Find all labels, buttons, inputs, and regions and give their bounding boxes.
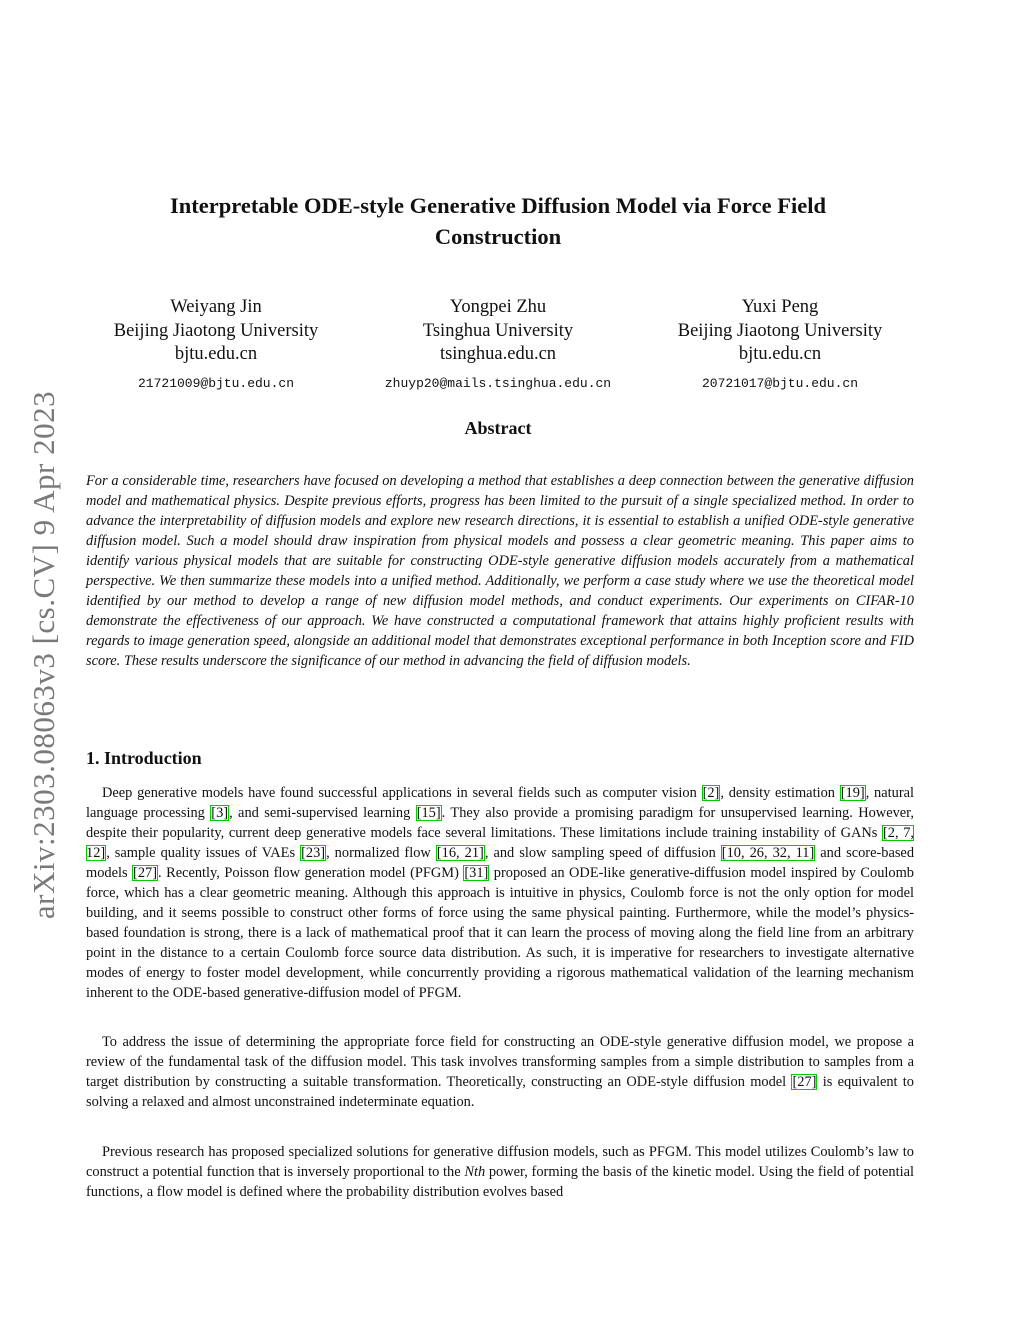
abstract-heading: Abstract <box>464 418 532 438</box>
author-domain: bjtu.edu.cn <box>738 344 822 364</box>
text-run: Previous research has proposed specialized solutions for generative diffusion models, such as PFGM. This model utilizes Coulomb’s law to construct a potential function that is inversely proportional to the <box>86 1144 914 1180</box>
text-run: and score-based models <box>86 845 915 881</box>
citation-link[interactable]: [27] <box>133 865 158 881</box>
author-email: 20721017@bjtu.edu.cn <box>701 375 859 391</box>
text-run: , normalized flow <box>326 845 436 861</box>
text-run: proposed an ODE-like generative-diffusion model inspired by Coulomb force, which has a clear geometric meaning. Although this approach is intuitive in physics, Coulomb force is not the only option for model building, and it seems possible to construct other forms of force using the same physical painting. Furthermore, while the model’s physics-based foundation is strong, there is a lack of mathematical proof that it can learn the process of moving along the field line from an arbitrary point in the distance to a certain Coulomb force source data distribution. As such, it is imperative for researchers to investigate alternative modes of energy to foster model development, while concurrently providing a rigorous mathematical validation of the learning mechanism inherent to the ODE-based generative-diffusion model of PFGM. <box>86 865 915 1001</box>
title-line-1: Interpretable ODE-style Generative Diffusion Model via Force Field <box>170 193 826 218</box>
author-name: Yongpei Zhu <box>449 297 547 317</box>
author-email: 21721009@bjtu.edu.cn <box>137 375 295 391</box>
citation-link[interactable]: [2] <box>702 785 720 801</box>
citation-link[interactable]: [31] <box>464 865 489 881</box>
author-domain: tsinghua.edu.cn <box>439 344 557 364</box>
text-run: power, forming the basis of the kinetic model. Using the field of potential functions, a flow model is defined where the probability distribution evolves based <box>86 1164 914 1200</box>
citation-link[interactable]: [27] <box>792 1074 817 1090</box>
abstract-body: For a considerable time, researchers have focused on developing a method that establishes a deep connection between the generative diffusion model and mathematical physics. Despite previous efforts, progress has been limited to the pursuit of a single specialized method. In order to advance the interpretability of diffusion models and explore new research directions, it is essential to establish a unified ODE-style generative diffusion model. Such a model should draw inspiration from physical models and possess a clear geometric meaning. This paper aims to identify various physical models that are suitable for constructing ODE-style generative diffusion models accurately from a mathematical perspective. We then summarize these models into a unified method. Additionally, we perform a case study where we use the theoretical model identified by our method to develop a range of new diffusion model methods, and conduct experiments. Our experiments on CIFAR-10 demonstrate the effectiveness of our approach. We have constructed a computational framework that attains highly proficient results with regards to image generation speed, alongside an additional model that demonstrates exceptional performance in both Inception score and FID score. These results underscore the significance of our method in advancing the field of diffusion models. <box>86 473 914 669</box>
citation-link[interactable]: [16, 21] <box>436 845 484 861</box>
paper-title <box>96 190 900 252</box>
text-run: . Recently, Poisson flow generation model (PFGM) <box>158 865 464 881</box>
author-name: Yuxi Peng <box>741 297 819 317</box>
author-block-3 <box>660 296 900 395</box>
text-run: is equivalent to solving a relaxed and almost unconstrained indeterminate equation. <box>86 1074 914 1110</box>
arxiv-id-text: arXiv:2303.08063v3 [cs.CV] 9 Apr 2023 <box>26 390 61 920</box>
citation-link[interactable]: [15] <box>416 805 441 821</box>
citation-link[interactable]: [3] <box>211 805 229 821</box>
intro-paragraph-2 <box>86 1032 914 1112</box>
intro-paragraph-3 <box>86 1142 914 1202</box>
math-symbol: Nth <box>464 1164 486 1180</box>
arxiv-side-identifier <box>14 370 74 940</box>
text-run: , density estimation <box>720 785 840 801</box>
author-email: zhuyp20@mails.tsinghua.edu.cn <box>384 375 612 391</box>
introduction-heading: 1. Introduction <box>86 748 202 768</box>
author-block-1 <box>96 296 336 395</box>
citation-link[interactable]: [19] <box>840 785 865 801</box>
text-run: Deep generative models have found successful applications in several fields such as computer vision <box>102 785 702 801</box>
text-run: . They also provide a promising paradigm for unsupervised learning. However, despite their popularity, current deep generative models face several limitations. These limitations include training instability of GANs <box>86 805 914 841</box>
text-run: , and slow sampling speed of diffusion <box>484 845 721 861</box>
author-name: Weiyang Jin <box>170 297 262 317</box>
text-run: , and semi-supervised learning <box>229 805 416 821</box>
citation-link[interactable]: [2, 7, 12] <box>86 825 914 861</box>
intro-paragraph-1 <box>86 783 914 1003</box>
citation-link[interactable]: [10, 26, 32, 11] <box>721 845 815 861</box>
author-block-2 <box>358 296 638 395</box>
text-run: , natural language processing <box>86 785 915 821</box>
author-affiliation: Beijing Jiaotong University <box>677 320 883 341</box>
citation-link[interactable]: [23] <box>301 845 326 861</box>
author-affiliation: Tsinghua University <box>422 320 574 341</box>
text-run: To address the issue of determining the appropriate force field for constructing an ODE-style generative diffusion model, we propose a review of the fundamental task of the diffusion model. This task involves transforming samples from a simple distribution to samples from a target distribution by constructing a suitable transformation. Theoretically, constructing an ODE-style diffusion model <box>86 1034 914 1090</box>
author-domain: bjtu.edu.cn <box>174 344 258 364</box>
title-line-2: Construction <box>434 224 562 249</box>
author-affiliation: Beijing Jiaotong University <box>113 320 319 341</box>
text-run: , sample quality issues of VAEs <box>106 845 301 861</box>
